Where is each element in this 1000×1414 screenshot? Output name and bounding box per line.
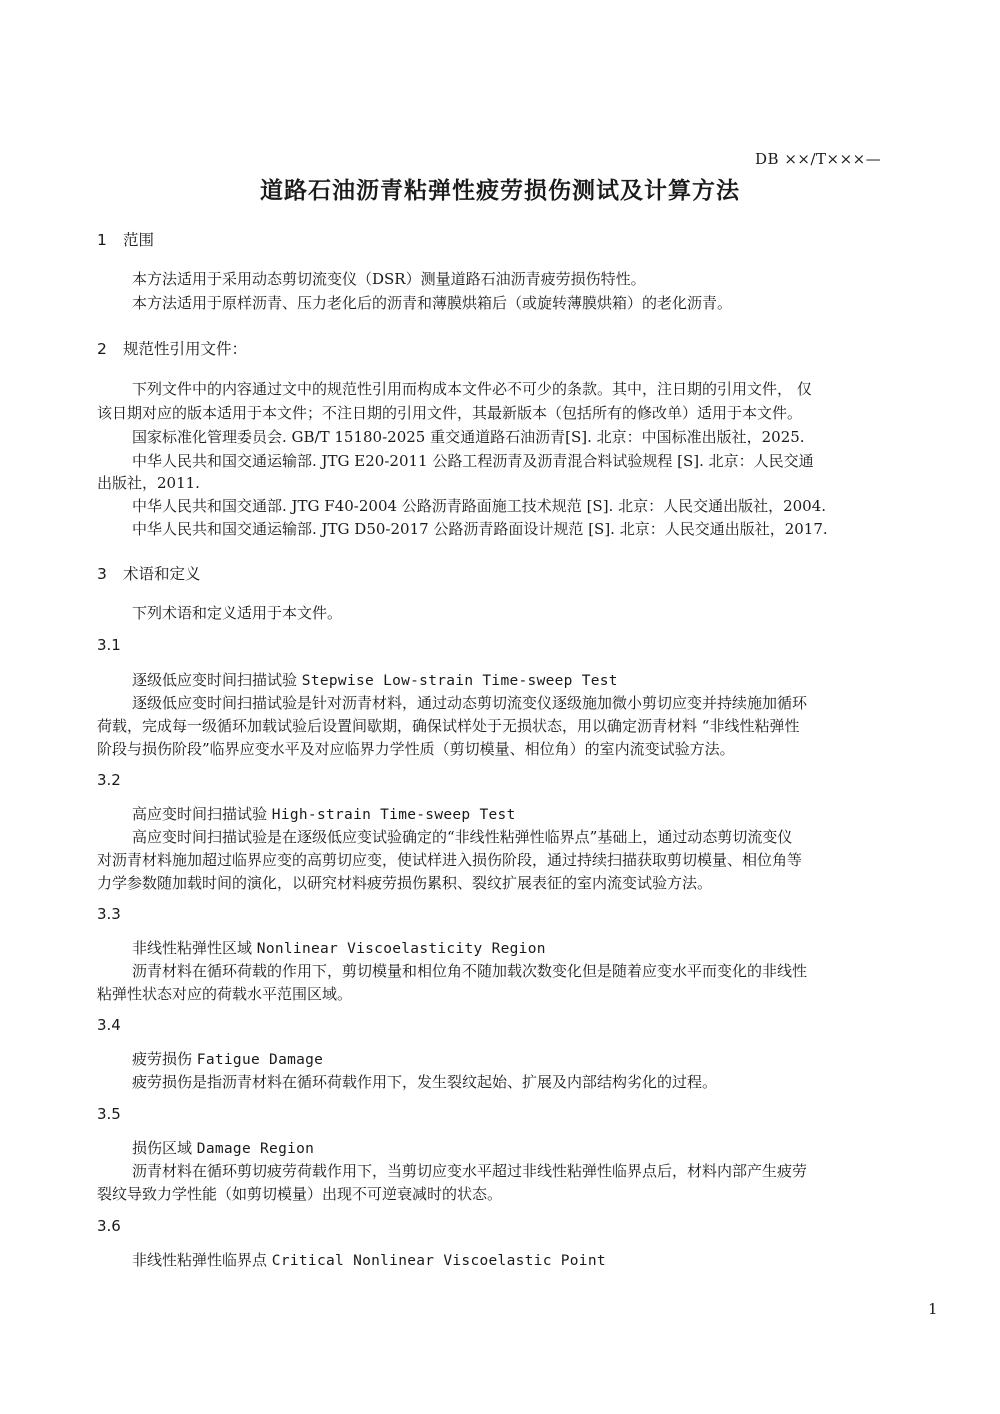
- term-heading: [132, 669, 618, 690]
- term-definition-line: 高应变时间扫描试验是在逐级低应变试验确定的“非线性粘弹性临界点”基础上，通过动态剪切流变仪: [132, 828, 793, 846]
- reference-item: 中华人民共和国交通部. JTG F40-2004 公路沥青路面施工技术规范 [S]. 北京：人民交通出版社，2004.: [132, 497, 827, 515]
- reference-item: 中华人民共和国交通运输部. JTG E20-2011 公路工程沥青及沥青混合料试验规程 [S]. 北京：人民交通: [132, 452, 814, 470]
- section-title: 规范性引用文件：: [123, 340, 248, 358]
- section-title: 术语和定义: [123, 565, 201, 583]
- term-zh: 非线性粘弹性区域: [132, 939, 253, 957]
- term-definition-line: 力学参数随加载时间的演化，以研究材料疲劳损伤累积、裂纹扩展表征的室内流变试验方法。: [97, 874, 713, 892]
- reference-item-continued: 出版社，2011.: [97, 474, 200, 492]
- document-title: 道路石油沥青粘弹性疲劳损伤测试及计算方法: [260, 178, 740, 204]
- term-en: Critical Nonlinear Viscoelastic Point: [271, 1253, 606, 1269]
- term-en: Stepwise Low-strain Time-sweep Test: [301, 673, 618, 689]
- term-heading: [132, 1048, 323, 1069]
- term-zh: 逐级低应变时间扫描试验: [132, 671, 298, 689]
- term-definition-line: 沥青材料在循环荷载的作用下，剪切模量和相位角不随加载次数变化但是随着应变水平而变化的非线性: [132, 962, 808, 980]
- term-zh: 非线性粘弹性临界点: [132, 1251, 268, 1269]
- term-zh: 疲劳损伤: [132, 1050, 193, 1068]
- term-definition-line: 疲劳损伤是指沥青材料在循环荷载作用下，发生裂纹起始、扩展及内部结构劣化的过程。: [132, 1073, 718, 1091]
- section-number: 1: [97, 231, 107, 249]
- section-number: 2: [97, 340, 107, 358]
- term-number: 3.6: [97, 1217, 121, 1235]
- paragraph: 本方法适用于采用动态剪切流变仪（DSR）测量道路石油沥青疲劳损伤特性。: [132, 270, 646, 288]
- term-definition-line: 粘弹性状态对应的荷载水平范围区域。: [97, 985, 353, 1003]
- term-definition-line: 荷载，完成每一级循环加载试验后设置间歇期，确保试样处于无损状态，用以确定沥青材料 “非线性粘弹性: [97, 717, 800, 735]
- term-en: Fatigue Damage: [196, 1052, 324, 1068]
- term-number: 3.4: [97, 1016, 121, 1034]
- term-definition-line: 阶段与损伤阶段”临界应变水平及对应临界力学性质（剪切模量、相位角）的室内流变试验方法。: [97, 740, 735, 758]
- term-en: Nonlinear Viscoelasticity Region: [256, 941, 546, 957]
- paragraph: 该日期对应的版本适用于本文件；不注日期的引用文件，其最新版本（包括所有的修改单）适用于本文件。: [97, 404, 803, 422]
- paragraph: 下列文件中的内容通过文中的规范性引用而构成本文件必不可少的条款。其中，注日期的引用文件， 仅: [132, 380, 812, 398]
- term-heading: [132, 1137, 314, 1158]
- term-definition-line: 对沥青材料施加超过临界应变的高剪切应变，使试样进入损伤阶段，通过持续扫描获取剪切模量、相位角等: [97, 851, 803, 869]
- paragraph: 本方法适用于原样沥青、压力老化后的沥青和薄膜烘箱后（或旋转薄膜烘箱）的老化沥青。: [132, 294, 733, 312]
- section-title: 范围: [123, 231, 155, 249]
- term-en: High-strain Time-sweep Test: [271, 807, 516, 823]
- section-2-heading: [97, 337, 247, 359]
- page-number: 1: [928, 1300, 938, 1318]
- term-heading: [132, 803, 516, 824]
- paragraph: 下列术语和定义适用于本文件。: [132, 604, 343, 622]
- term-zh: 损伤区域: [132, 1139, 193, 1157]
- reference-item: 中华人民共和国交通运输部. JTG D50-2017 公路沥青路面设计规范 [S]. 北京：人民交通出版社，2017.: [132, 520, 828, 538]
- term-zh: 高应变时间扫描试验: [132, 805, 268, 823]
- term-heading: [132, 937, 546, 958]
- term-definition-line: 裂纹导致力学性能（如剪切模量）出现不可逆衰减时的状态。: [97, 1185, 503, 1203]
- term-number: 3.3: [97, 905, 121, 923]
- term-en: Damage Region: [196, 1141, 315, 1157]
- document-code: DB ××/T×××—: [755, 150, 882, 168]
- term-number: 3.1: [97, 636, 121, 654]
- term-definition-line: 沥青材料在循环剪切疲劳荷载作用下，当剪切应变水平超过非线性粘弹性临界点后，材料内部产生疲劳: [132, 1162, 808, 1180]
- term-number: 3.5: [97, 1105, 121, 1123]
- term-definition-line: 逐级低应变时间扫描试验是针对沥青材料，通过动态剪切流变仪逐级施加微小剪切应变并持续施加循环: [132, 694, 808, 712]
- term-number: 3.2: [97, 771, 121, 789]
- section-number: 3: [97, 565, 107, 583]
- term-heading: [132, 1249, 606, 1270]
- section-1-heading: [97, 228, 154, 250]
- reference-item: 国家标准化管理委员会. GB/T 15180-2025 重交通道路石油沥青[S]. 北京：中国标准出版社，2025.: [132, 428, 805, 446]
- section-3-heading: [97, 562, 201, 584]
